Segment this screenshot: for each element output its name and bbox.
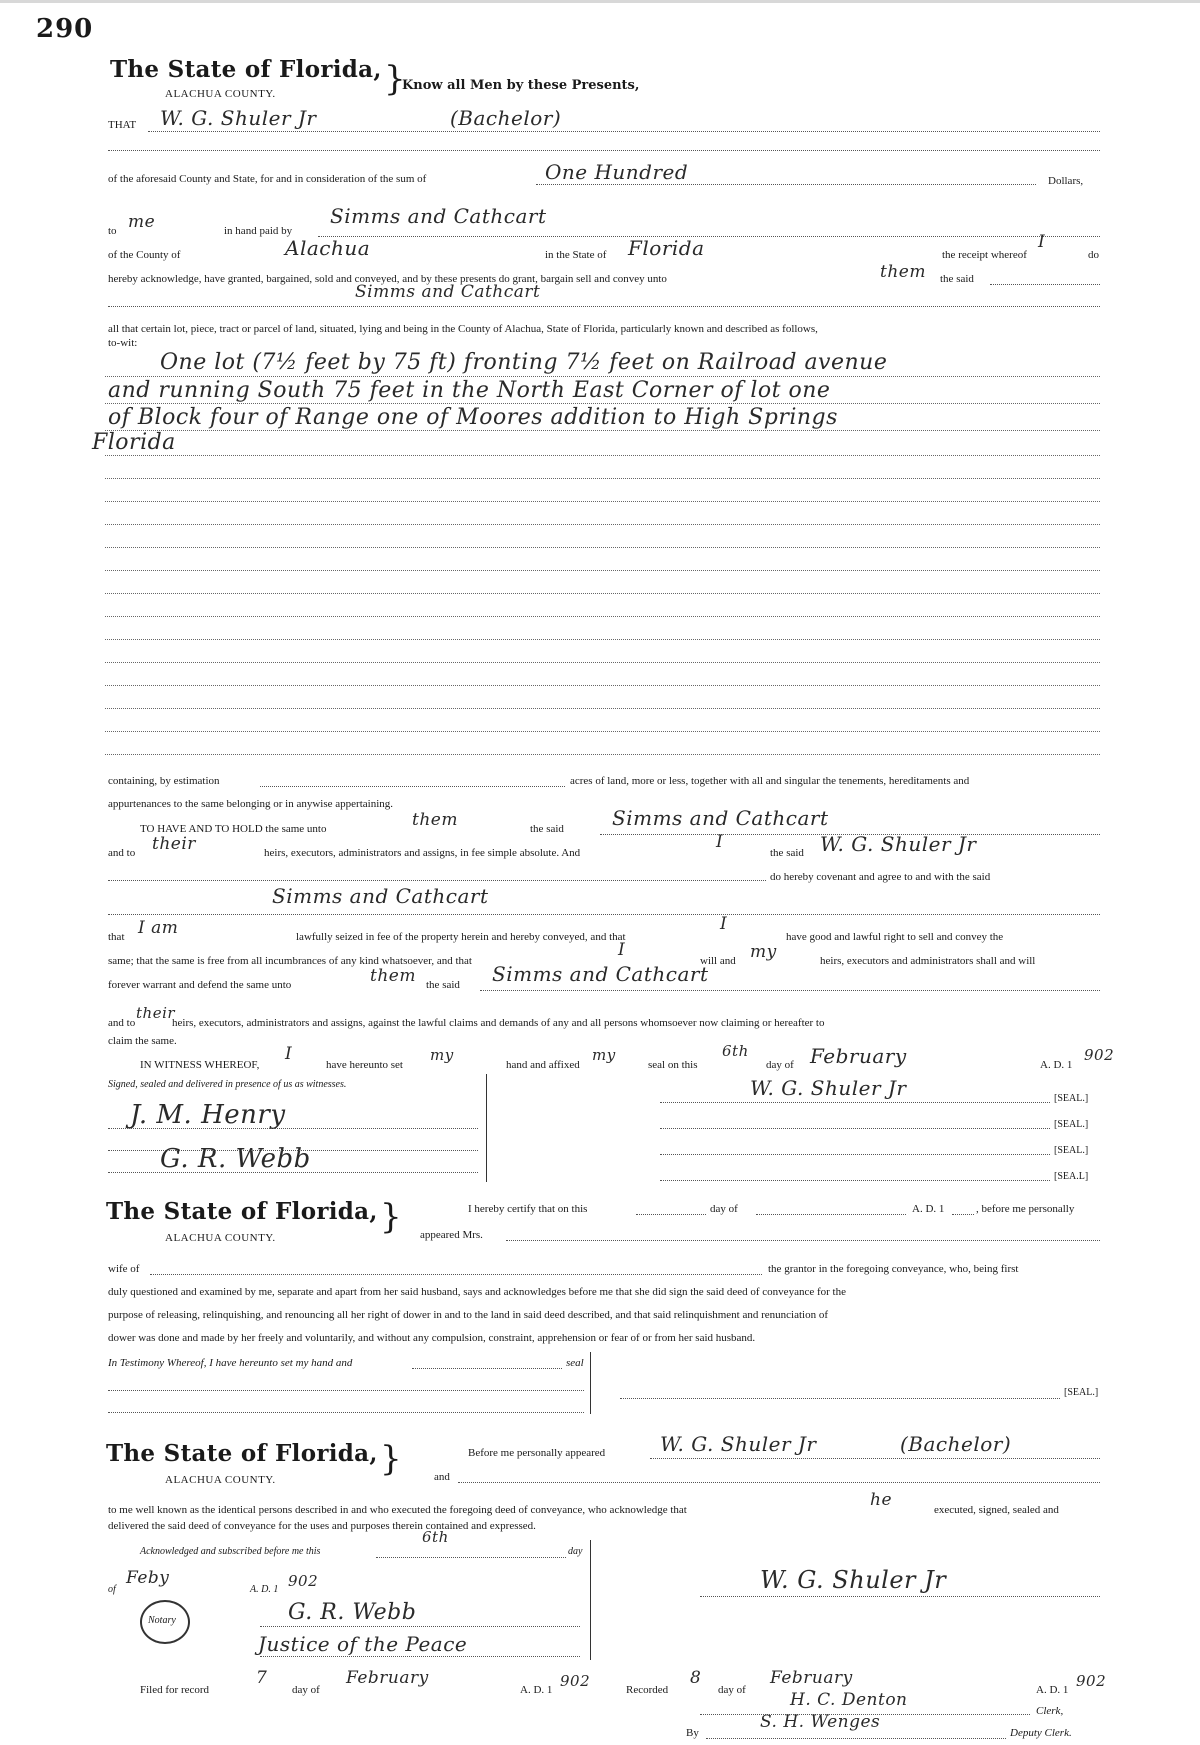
seized-rest: have good and lawful right to sell and convey the (786, 931, 1004, 943)
state-title: The State of Florida, (110, 56, 382, 83)
know-all-men: Know all Men by these Presents, (402, 78, 640, 93)
have-hereunto: have hereunto set (326, 1059, 403, 1071)
ack-grantor-signature: W. G. Shuler Jr (760, 1566, 947, 1594)
fill-line (660, 1128, 1050, 1129)
fill-line (458, 1482, 1100, 1483)
dower-certify: I hereby certify that on this (468, 1203, 588, 1215)
divider (486, 1074, 487, 1182)
description-rule (105, 478, 1100, 479)
grantee-name: Simms and Cathcart (330, 204, 547, 228)
fill-line (108, 914, 1100, 915)
seized-value: I (720, 914, 728, 934)
containing-rest: acres of land, more or less, together with all and singular the tenements, hereditaments and (570, 775, 970, 787)
same-line: same; that the same is free from all incumbrances of any kind whatsoever, and that (108, 955, 472, 967)
witness-signature-1: J. M. Henry (130, 1100, 286, 1130)
witness-signature-2: G. R. Webb (160, 1144, 311, 1174)
appurtenances-line: appurtenances to the same belonging or in anywise appertaining. (108, 798, 393, 810)
state-value: Florida (628, 236, 705, 260)
dower-para-line: purpose of releasing, relinquishing, and renouncing all her right of dower in and to the land in said deed described, and that said relinquishment and renunciation of (108, 1309, 828, 1321)
recorded-ad: A. D. 1 (1036, 1684, 1069, 1696)
dower-before-me: , before me personally (976, 1203, 1075, 1215)
fill-line (650, 1458, 1100, 1459)
dower-county: ALACHUA COUNTY. (165, 1232, 276, 1244)
filed-year: 902 (560, 1672, 591, 1690)
and-to-value: their (152, 834, 196, 854)
ack-and-label: and (434, 1471, 450, 1483)
fill-line (148, 131, 1100, 132)
grantee-name-2: Simms and Cathcart (355, 282, 541, 302)
ack-before-me: Before me personally appeared (468, 1447, 606, 1459)
recorded-year: 902 (1076, 1672, 1107, 1690)
ack-day-word: day (568, 1546, 583, 1557)
affixed-value: my (592, 1046, 616, 1064)
fill-line (700, 1596, 1100, 1597)
signed-sealed-note: Signed, sealed and delivered in presence of us as witnesses. (108, 1079, 347, 1090)
state-of-label: in the State of (545, 249, 607, 261)
fill-line (150, 1274, 762, 1275)
covenant-grantee: Simms and Cathcart (272, 884, 489, 908)
and-to-value-2: their (136, 1004, 176, 1022)
fill-line (506, 1240, 1100, 1241)
ad-label: A. D. 1 (1040, 1059, 1073, 1071)
forever-the-said: the said (426, 979, 460, 991)
ack-appeared-name: W. G. Shuler Jr (660, 1432, 817, 1456)
ack-line: hereby acknowledge, have granted, bargained, sold and conveyed, and by these presents do grant, bargain sell and convey unto (108, 273, 667, 285)
fill-line (756, 1214, 906, 1215)
county-of-label: of the County of (108, 249, 181, 261)
filed-ad: A. D. 1 (520, 1684, 553, 1696)
description-rule (105, 662, 1100, 663)
fill-line (108, 306, 1100, 307)
description-rule (105, 403, 1100, 404)
that-label: THAT (108, 119, 137, 131)
fill-line (480, 990, 1100, 991)
fill-line (706, 1738, 1006, 1739)
fill-line (376, 1557, 566, 1558)
fill-line (990, 284, 1100, 285)
forever-line: forever warrant and defend the same unto (108, 979, 292, 991)
description-line-1: One lot (7½ feet by 75 ft) fronting 7½ feet on Railroad avenue (160, 350, 888, 375)
county-value: Alachua (285, 236, 371, 260)
fill-line (620, 1398, 1060, 1399)
description-rule (105, 570, 1100, 571)
dower-seal-label: [SEAL.] (1064, 1387, 1099, 1398)
ack-year-value: 902 (288, 1572, 319, 1590)
fill-line (660, 1180, 1050, 1181)
habendum-the-said: the said (530, 823, 564, 835)
description-rule (105, 593, 1100, 594)
fill-line (108, 1128, 478, 1129)
seal-label: [SEAL.] (1054, 1145, 1089, 1156)
recorded-label: Recorded (626, 1684, 669, 1696)
dower-grantor-line: the grantor in the foregoing conveyance, who, being first (768, 1263, 1019, 1275)
dower-ad: A. D. 1 (912, 1203, 945, 1215)
dower-para-line: dower was done and made by her freely and voluntarily, and without any compulsion, constraint, apprehension or fear of or from her said husband. (108, 1332, 756, 1344)
description-line-4: Florida (92, 430, 176, 455)
clerk-label: Clerk, (1036, 1705, 1064, 1717)
and-to-label-2: and to (108, 1017, 136, 1029)
set-value: my (430, 1046, 454, 1064)
witness-value: I (285, 1044, 293, 1064)
ack-line-1-rest: executed, signed, sealed and (934, 1504, 1059, 1516)
description-rule (105, 376, 1100, 377)
receipt-value: I (1038, 232, 1046, 252)
ack-officer-title: Justice of the Peace (258, 1632, 468, 1656)
to-wit: to-wit: (108, 337, 138, 349)
hand-affixed: hand and affixed (506, 1059, 580, 1071)
brace: } (384, 59, 406, 99)
dower-seal-word: seal (566, 1357, 584, 1369)
description-rule (105, 708, 1100, 709)
brace: } (380, 1197, 402, 1237)
dower-para-line: duly questioned and examined by me, separate and apart from her said husband, says and acknowledges before me that she did sign the said deed of conveyance for the (108, 1286, 846, 1298)
ack-officer-signature: G. R. Webb (288, 1600, 417, 1625)
ack-line-1-value: he (870, 1490, 893, 1510)
heirs-the-said: the said (770, 847, 804, 859)
dollars-label: Dollars, (1048, 175, 1084, 187)
filed-label: Filed for record (140, 1684, 210, 1696)
habendum-unto: them (412, 810, 458, 830)
that-value: I am (138, 918, 179, 938)
to-value: me (128, 212, 156, 232)
divider (590, 1540, 591, 1660)
recorded-day: 8 (690, 1668, 702, 1688)
covenant-line: do hereby covenant and agree to and with the said (770, 871, 991, 883)
deputy-signature: S. H. Wenges (760, 1712, 881, 1732)
ack-subscribed: Acknowledged and subscribed before me this (140, 1546, 321, 1557)
containing-label: containing, by estimation (108, 775, 220, 787)
filed-month: February (346, 1668, 429, 1688)
fill-line (952, 1214, 974, 1215)
fill-line (636, 1214, 706, 1215)
seal-on-this: seal on this (648, 1059, 698, 1071)
to-label: to (108, 225, 117, 237)
dower-wife-of: wife of (108, 1263, 140, 1275)
brace: } (380, 1439, 402, 1479)
receipt-label: the receipt whereof (942, 249, 1027, 261)
grantor-signature: W. G. Shuler Jr (750, 1076, 907, 1100)
and-to-label: and to (108, 847, 136, 859)
dower-state-title: The State of Florida, (106, 1198, 378, 1225)
description-line-3: of Block four of Range one of Moores addition to High Springs (108, 405, 838, 430)
dower-appeared: appeared Mrs. (420, 1229, 483, 1241)
habendum-line: TO HAVE AND TO HOLD the same unto (140, 823, 327, 835)
same-value-1: I (618, 940, 626, 960)
filed-day: 7 (256, 1668, 268, 1688)
description-rule (105, 731, 1100, 732)
description-line-2: and running South 75 feet in the North East Corner of lot one (108, 378, 831, 403)
fill-line (108, 1412, 584, 1413)
description-rule (105, 685, 1100, 686)
description-rule (105, 501, 1100, 502)
fill-line (660, 1154, 1050, 1155)
day-value: 6th (722, 1042, 749, 1060)
county-label: ALACHUA COUNTY. (165, 88, 276, 100)
fill-line (108, 1172, 478, 1173)
ack-state-title: The State of Florida, (106, 1440, 378, 1467)
seized-line: lawfully seized in fee of the property herein and hereby conveyed, and that (296, 931, 626, 943)
description-rule (105, 524, 1100, 525)
recorded-day-of: day of (718, 1684, 746, 1696)
filed-day-of: day of (292, 1684, 320, 1696)
description-rule (105, 430, 1100, 431)
fill-line (260, 786, 565, 787)
fill-line (318, 236, 1100, 237)
ack-appeared-status: (Bachelor) (900, 1432, 1012, 1456)
heirs-grantor: W. G. Shuler Jr (820, 832, 977, 856)
will-and: will and (700, 955, 736, 967)
lawful-line: heirs, executors, administrators and assigns, against the lawful claims and demands of any and all persons whomsoever now claiming or hereafter to (172, 1017, 825, 1029)
description-rule (105, 616, 1100, 617)
paid-by-label: in hand paid by (224, 225, 293, 237)
fill-line (108, 880, 766, 881)
do-label: do (1088, 249, 1099, 261)
land-line: all that certain lot, piece, tract or parcel of land, situated, lying and being in the County of Alachua, State of Florida, particularly known and described as follows, (108, 323, 818, 335)
dower-testimony: In Testimony Whereof, I have hereunto set my hand and (108, 1357, 353, 1369)
the-said-label: the said (940, 273, 974, 285)
seal-label: [SEAL.] (1054, 1093, 1089, 1104)
that-label-2: that (108, 931, 125, 943)
ack-line-2: delivered the said deed of conveyance for the uses and purposes therein contained and expressed. (108, 1520, 536, 1532)
ack-county: ALACHUA COUNTY. (165, 1474, 276, 1486)
description-rule (105, 547, 1100, 548)
day-of: day of (766, 1059, 794, 1071)
grantor-status: (Bachelor) (450, 106, 562, 130)
same-value-2: my (750, 942, 777, 962)
heirs-line: heirs, executors, administrators and assigns, in fee simple absolute. And (264, 847, 581, 859)
fill-line (260, 1626, 580, 1627)
ack-line-1: to me well known as the identical persons described in and who executed the foregoing deed of conveyance, who acknowledge that (108, 1504, 687, 1516)
deputy-clerk-label: Deputy Clerk. (1010, 1727, 1072, 1739)
same-rest: heirs, executors and administrators shall and will (820, 955, 1036, 967)
divider (590, 1352, 591, 1414)
description-rule (105, 455, 1100, 456)
ack-day-value: 6th (422, 1528, 449, 1546)
clerk-signature: H. C. Denton (790, 1690, 908, 1710)
page-number: 290 (36, 14, 94, 44)
fill-line (108, 1150, 478, 1151)
ack-unto: them (880, 262, 926, 282)
page-edge (0, 0, 1200, 3)
habendum-grantee: Simms and Cathcart (612, 806, 829, 830)
forever-unto: them (370, 966, 416, 986)
dower-day-of: day of (710, 1203, 738, 1215)
seal-label: [SEAL.] (1054, 1119, 1089, 1130)
ack-month-value: Feby (126, 1568, 170, 1588)
witness-line: IN WITNESS WHEREOF, (140, 1059, 260, 1071)
seal-label: [SEA.L] (1054, 1171, 1089, 1182)
fill-line (660, 1102, 1050, 1103)
description-rule (105, 754, 1100, 755)
consideration-line: of the aforesaid County and State, for and in consideration of the sum of (108, 173, 427, 185)
fill-line (412, 1368, 562, 1369)
fill-line (108, 1390, 584, 1391)
amount: One Hundred (545, 160, 689, 184)
by-label: By (686, 1727, 699, 1739)
fill-line (260, 1656, 580, 1657)
year-value: 902 (1084, 1046, 1115, 1064)
fill-line (108, 150, 1100, 151)
and-value: I (716, 832, 724, 852)
ack-ad-label: A. D. 1 (250, 1584, 279, 1595)
month-value: February (810, 1044, 907, 1068)
claim-line: claim the same. (108, 1035, 177, 1047)
recorded-month: February (770, 1668, 853, 1688)
fill-line (536, 184, 1036, 185)
grantor-name: W. G. Shuler Jr (160, 106, 317, 130)
description-rule (105, 639, 1100, 640)
notary-seal-text: Notary (148, 1615, 176, 1626)
ack-of-label: of (108, 1584, 116, 1595)
forever-grantee: Simms and Cathcart (492, 962, 709, 986)
